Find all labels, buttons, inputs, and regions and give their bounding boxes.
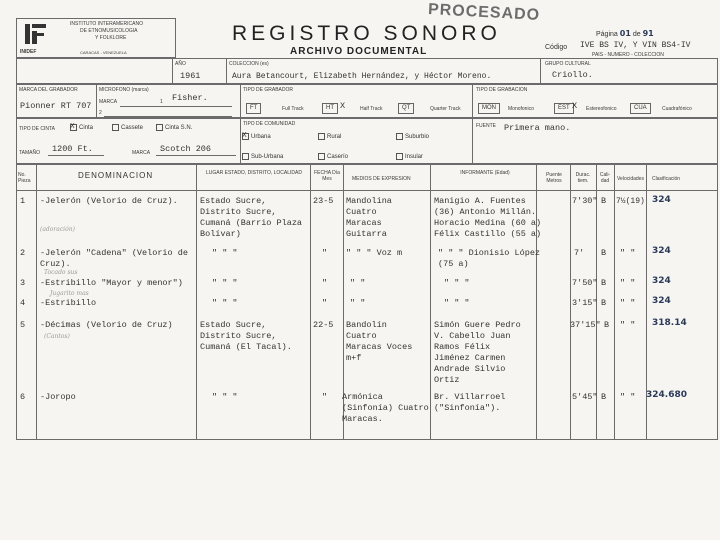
row3-calidad: B: [601, 278, 607, 288]
comunidad-suburbana: [242, 153, 283, 161]
row3-fecha: ": [322, 278, 328, 288]
tipo-grabacion-label: TIPO DE GRABACION: [476, 87, 528, 93]
procesado-stamp: PROCESADO: [427, 1, 541, 24]
grab-opt-ft-label: Full Track: [282, 106, 304, 112]
row2-informante: " " " Dionisio López (75 a): [438, 248, 541, 269]
row6-clasificacion: 324.680: [646, 390, 687, 400]
row3-duracion: 7'50": [572, 278, 598, 288]
suburbana-checkbox[interactable]: [242, 153, 249, 160]
grab-opt-qt: QT: [398, 103, 414, 114]
cassete-label: Cassete: [121, 125, 144, 132]
page-number: 01: [619, 29, 631, 38]
row3-pencil-note: Jugarito mas: [50, 290, 89, 297]
row5-duracion: 37'15": [570, 320, 601, 330]
row4-velocidad: " ": [620, 298, 636, 308]
comunidad-insular: [396, 153, 423, 161]
logo-caption: INIDEF: [20, 49, 37, 55]
page-de: de: [632, 31, 641, 38]
row6-no: 6: [20, 392, 26, 402]
grab-opt-ht: HT: [322, 103, 338, 114]
cinta-opt-cinta: [70, 124, 93, 132]
col-header-fecha: FECHA Día Mes: [314, 170, 340, 182]
cinta-opt-sn: [156, 124, 192, 132]
grab-opt-qt-label: Quarter Track: [430, 106, 461, 112]
row6-informante: Br. Villarroel ("Sinfonía").: [434, 392, 506, 413]
codigo-label: Código: [545, 44, 568, 51]
institute-line4: CARACAS - VENEZUELA: [80, 50, 127, 55]
row4-calidad: B: [601, 298, 607, 308]
row5-calidad: B: [604, 320, 610, 330]
row3-medios: " ": [350, 278, 366, 288]
codigo-value: IVE BS IV, Y VIN BS4-IV: [580, 41, 691, 50]
row1-pencil-note: (adoración): [40, 226, 75, 233]
row4-lugar: " " ": [212, 298, 238, 308]
row6-denominacion: -Joropo: [40, 392, 76, 402]
row5-no: 5: [20, 320, 26, 330]
row1-lugar: Estado Sucre, Distrito Sucre, Cumaná (Barrio Plaza Bolívar): [200, 196, 303, 239]
row2-calidad: B: [601, 248, 607, 258]
tipo-grabador-label: TIPO DE GRABADOR: [243, 87, 294, 93]
tamano-label: TAMAÑO: [19, 150, 41, 156]
marca-label-mic: MARCA: [99, 99, 118, 105]
mic-n2: 2: [99, 110, 102, 116]
cinta-check-mark: X: [70, 123, 75, 130]
caserio-checkbox[interactable]: [318, 153, 325, 160]
mic-n1: 1: [160, 99, 163, 105]
row6-duracion: 5'45": [572, 392, 598, 402]
comunidad-caserio: [318, 153, 348, 161]
page-label: [596, 30, 654, 38]
fuente-label: FUENTE: [476, 123, 496, 129]
cinta-sn-label: Cinta S.N.: [165, 125, 193, 132]
page-word: Página: [596, 31, 618, 38]
row3-lugar: " " ": [212, 278, 238, 288]
row5-medios: Bandolín Cuatro Maracas Voces m+f: [346, 320, 413, 363]
row2-fecha: ": [322, 248, 328, 258]
urbana-check-mark: X: [242, 132, 247, 139]
col-header-no: No. Pieza: [18, 172, 31, 184]
row6-velocidad: " ": [620, 392, 636, 402]
rural-label: Rural: [327, 134, 342, 141]
col-header-clasificacion: Clasificación: [652, 176, 681, 182]
marca-cinta-value: Scotch 206: [160, 144, 212, 154]
document-title: REGISTRO SONORO: [232, 22, 501, 45]
row6-lugar: " " ": [212, 392, 238, 402]
rural-checkbox[interactable]: [318, 133, 325, 140]
grabador-value: Pionner RT 707: [20, 101, 92, 111]
row1-medios: Mandolina Cuatro Maracas Guitarra: [346, 196, 392, 239]
document-subtitle: ARCHIVO DOCUMENTAL: [290, 46, 428, 57]
row3-clasificacion: 324: [652, 276, 671, 286]
grab-opt-ht-label: Half Track: [360, 106, 383, 112]
row5-denominacion: -Décimas (Velorio de Cruz): [40, 320, 173, 330]
tamano-value: 1200 Ft.: [52, 144, 93, 154]
row3-no: 3: [20, 278, 26, 288]
microfono-label: MICROFONO (marca): [99, 87, 149, 93]
marca-mic-value: Fisher.: [172, 93, 208, 103]
grabacion-est: EST: [554, 103, 574, 114]
col-header-lugar: LUGAR ESTADO, DISTRITO, LOCALIDAD: [206, 170, 302, 176]
grabacion-est-label: Estereofonico: [586, 106, 617, 112]
row5-informante: Simón Guere Pedro V. Cabello Juan Ramos Félix Jiménez Carmen Andrade Silvio Ortiz: [434, 320, 521, 385]
comunidad-suburbio: [396, 133, 429, 141]
row4-fecha: ": [322, 298, 328, 308]
col-header-medios: MEDIOS DE EXPRESION: [352, 176, 411, 182]
row5-velocidad: " ": [620, 320, 636, 330]
cinta-label: TIPO DE CINTA: [19, 126, 56, 132]
grabacion-mon-label: Monofonico: [508, 106, 534, 112]
row1-denominacion: -Jelerón (Velorio de Cruz).: [40, 196, 178, 206]
col-header-calidad: Cali-dad: [599, 172, 611, 184]
institute-line2: DE ETNOMUSICOLOGIA: [80, 28, 138, 34]
comunidad-label: TIPO DE COMUNIDAD: [243, 121, 296, 127]
institute-line3: Y FOLKLORE: [95, 35, 127, 41]
row2-velocidad: " ": [620, 248, 636, 258]
row2-pencil-note: Tocado sus: [44, 269, 78, 276]
cinta-sn-checkbox[interactable]: [156, 124, 163, 131]
insular-label: Insular: [405, 154, 424, 161]
grupo-label: GRUPO CULTURAL: [545, 61, 591, 67]
row1-duracion: 7'30": [572, 196, 598, 206]
row5-fecha: 22-5: [313, 320, 334, 330]
ano-value: 1961: [180, 71, 201, 81]
grabacion-cua-label: Cuadrafónico: [662, 106, 692, 112]
row3-denominacion: -Estribillo "Mayor y menor"): [40, 278, 183, 288]
suburbio-label: Suburbio: [405, 134, 430, 141]
inidef-logo-icon: [22, 22, 48, 46]
suburbio-checkbox[interactable]: [396, 133, 403, 140]
grabacion-est-check: X: [572, 101, 578, 111]
row1-no: 1: [20, 196, 26, 206]
row4-denominacion: -Estribillo: [40, 298, 97, 308]
caserio-label: Caserío: [327, 154, 349, 161]
cinta-opt-cassete: [112, 124, 143, 132]
institute-line1: INSTITUTO INTERAMERICANO: [70, 21, 143, 27]
row4-duracion: 3'15": [572, 298, 598, 308]
grabacion-cua: CUA: [630, 103, 651, 114]
row1-informante: Manigio A. Fuentes (36) Antonio Millán. Horacio Medina (60 a) Félix Castillo (55 a): [434, 196, 542, 239]
col-header-velocidades: Velocidades: [617, 176, 644, 182]
row3-velocidad: " ": [620, 278, 636, 288]
row6-medios: Armónica (Sinfonía) Cuatro Maracas.: [342, 392, 429, 424]
row1-clasificacion: 324: [652, 195, 671, 205]
grabador-label: MARCA DEL GRABADOR: [19, 87, 78, 93]
urbana-label: Urbana: [251, 134, 271, 141]
row1-calidad: B: [601, 196, 607, 206]
coleccion-value: Aura Betancourt, Elizabeth Hernández, y Héctor Moreno.: [232, 72, 492, 81]
row6-calidad: B: [601, 392, 607, 402]
codigo-sub: PAIS - NUMERO - COLECCION: [592, 52, 664, 58]
comunidad-urbana: [242, 133, 271, 141]
row1-fecha: 23-5: [313, 196, 334, 206]
cinta-opt-label: Cinta: [79, 125, 94, 132]
row3-informante: " " ": [444, 278, 470, 288]
row2-medios: " " " Voz m: [346, 248, 403, 258]
row1-velocidad: 7½(19): [616, 197, 645, 206]
row2-lugar: " " ": [212, 248, 238, 258]
col-header-denominacion: DENOMINACION: [78, 171, 154, 180]
grabacion-mon: MON: [478, 103, 500, 114]
row4-medios: " ": [350, 298, 366, 308]
row5-pencil-note: (Cantos): [44, 333, 70, 340]
col-header-metros: Puente Metros: [546, 172, 562, 184]
page-total: 91: [642, 29, 654, 38]
row2-denominacion: -Jelerón "Cadena" (Velorio de Cruz).: [40, 248, 188, 269]
row4-clasificacion: 324: [652, 296, 671, 306]
coleccion-label: COLECCION (es): [229, 61, 269, 67]
col-header-informante: INFORMANTE (Edad): [460, 170, 510, 176]
row4-informante: " " ": [444, 298, 470, 308]
row2-clasificacion: 324: [652, 246, 671, 256]
insular-checkbox[interactable]: [396, 153, 403, 160]
col-header-duracion: Durac. tiem.: [575, 172, 591, 184]
row6-fecha: ": [322, 392, 328, 402]
grab-ht-check: X: [340, 101, 346, 111]
row2-duracion: 7': [574, 248, 585, 258]
marca-cinta-label: MARCA: [132, 150, 151, 156]
row5-lugar: Estado Sucre, Distrito Sucre, Cumaná (El Tacal).: [200, 320, 292, 352]
row2-no: 2: [20, 248, 26, 258]
grab-opt-ft: FT: [246, 103, 261, 114]
grupo-value: Criollo.: [552, 70, 593, 80]
ano-label: AÑO: [175, 61, 186, 67]
cassete-checkbox[interactable]: [112, 124, 119, 131]
fuente-value: Primera mano.: [504, 123, 571, 133]
row5-clasificacion: 318.14: [652, 318, 687, 328]
comunidad-rural: [318, 133, 341, 141]
row4-no: 4: [20, 298, 26, 308]
suburbana-label: Sub-Urbana: [251, 154, 284, 161]
